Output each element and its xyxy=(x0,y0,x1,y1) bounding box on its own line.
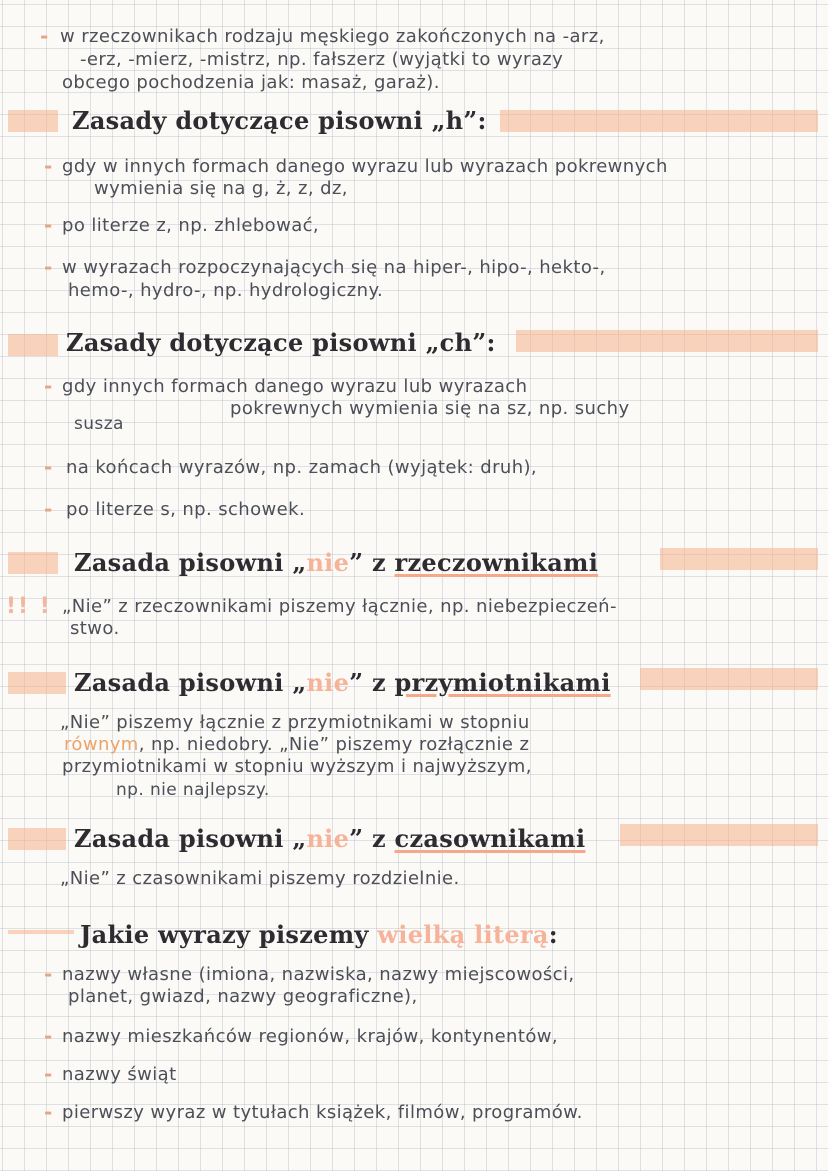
bullet-dash: - xyxy=(44,255,53,279)
section-heading-nie-przymiotniki: Zasada pisowni „nie” z przymiotnikami xyxy=(74,668,611,697)
bullet-dash: - xyxy=(44,1100,53,1124)
highlighter-stripe xyxy=(8,828,66,850)
rule-item-cont: susza xyxy=(74,414,124,434)
rule-item: pierwszy wyraz w tytułach książek, filmów, programów. xyxy=(62,1102,583,1123)
highlighter-stripe xyxy=(500,110,818,132)
rule-item-cont: hemo-, hydro-, np. hydrologiczny. xyxy=(68,280,384,301)
highlighter-stripe xyxy=(620,824,818,846)
rule-item: po literze z, np. zhlebować, xyxy=(62,215,320,236)
bullet-dash: - xyxy=(44,497,53,521)
rule-item: na końcach wyrazów, np. zamach (wyjątek: druh), xyxy=(66,457,538,478)
section-heading-ch: Zasady dotyczące pisowni „ch”: xyxy=(66,328,496,357)
rule-item-cont: planet, gwiazd, nazwy geograficzne), xyxy=(68,986,418,1007)
rule-text: „Nie” z czasownikami piszemy rozdzielnie. xyxy=(60,868,460,889)
bullet-dash: - xyxy=(44,213,53,237)
bullet-dash: - xyxy=(40,24,49,48)
rule-item-cont: wymienia się na g, ż, z, dz, xyxy=(94,178,348,199)
bullet-dash: - xyxy=(44,962,53,986)
rule-item: po literze s, np. schowek. xyxy=(66,499,306,520)
bullet-dash: - xyxy=(44,455,53,479)
intro-line: -erz, -mierz, -mistrz, np. fałszerz (wyjątki to wyrazy xyxy=(80,49,564,70)
rule-text: przymiotnikami w stopniu wyższym i najwyższym, xyxy=(62,756,532,777)
rule-text: np. nie najlepszy. xyxy=(116,780,270,800)
highlighter-stripe xyxy=(8,110,58,132)
intro-line: w rzeczownikach rodzaju męskiego zakończonych na -arz, xyxy=(60,26,605,47)
rule-item: nazwy mieszkańców regionów, krajów, kontynentów, xyxy=(62,1026,558,1047)
bullet-dash: - xyxy=(44,374,53,398)
rule-item-cont: pokrewnych wymienia się na sz, np. suchy xyxy=(230,398,630,419)
rule-text: „Nie” z rzeczownikami piszemy łącznie, np. niebezpieczeń- xyxy=(62,596,617,617)
section-heading-nie-czasowniki: Zasada pisowni „nie” z czasownikami xyxy=(74,824,586,853)
bullet-dash: - xyxy=(44,1024,53,1048)
section-heading-h: Zasady dotyczące pisowni „h”: xyxy=(72,106,487,135)
rule-item: gdy innych formach danego wyrazu lub wyrazach xyxy=(62,376,528,397)
rule-item: nazwy własne (imiona, nazwiska, nazwy miejscowości, xyxy=(62,964,575,985)
section-heading-nie-rzeczowniki: Zasada pisowni „nie” z rzeczownikami xyxy=(74,548,599,577)
highlighter-stripe xyxy=(660,548,818,570)
highlighter-stripe xyxy=(516,330,818,352)
highlighter-stripe xyxy=(640,668,818,690)
bullet-dash: - xyxy=(44,154,53,178)
section-heading-wielka-litera: Jakie wyrazy piszemy wielką literą: xyxy=(80,920,558,949)
highlighter-stripe xyxy=(8,672,66,694)
rule-text: równym, np. niedobry. „Nie” piszemy rozłącznie z xyxy=(64,734,530,755)
rule-item: nazwy świąt xyxy=(62,1064,177,1085)
rule-item: gdy w innych formach danego wyrazu lub wyrazach pokrewnych xyxy=(62,156,668,177)
warning-marks: !! ! xyxy=(6,594,52,619)
bullet-dash: - xyxy=(44,1062,53,1086)
rule-item: w wyrazach rozpoczynających się na hiper-, hipo-, hekto-, xyxy=(62,257,606,278)
intro-line: obcego pochodzenia jak: masaż, garaż). xyxy=(62,72,440,93)
highlighter-stripe xyxy=(8,552,58,574)
rule-text: stwo. xyxy=(70,618,120,639)
highlighter-stripe xyxy=(8,334,58,356)
rule-text: „Nie” piszemy łącznie z przymiotnikami w stopniu xyxy=(60,712,530,733)
highlighter-stripe xyxy=(8,930,74,934)
